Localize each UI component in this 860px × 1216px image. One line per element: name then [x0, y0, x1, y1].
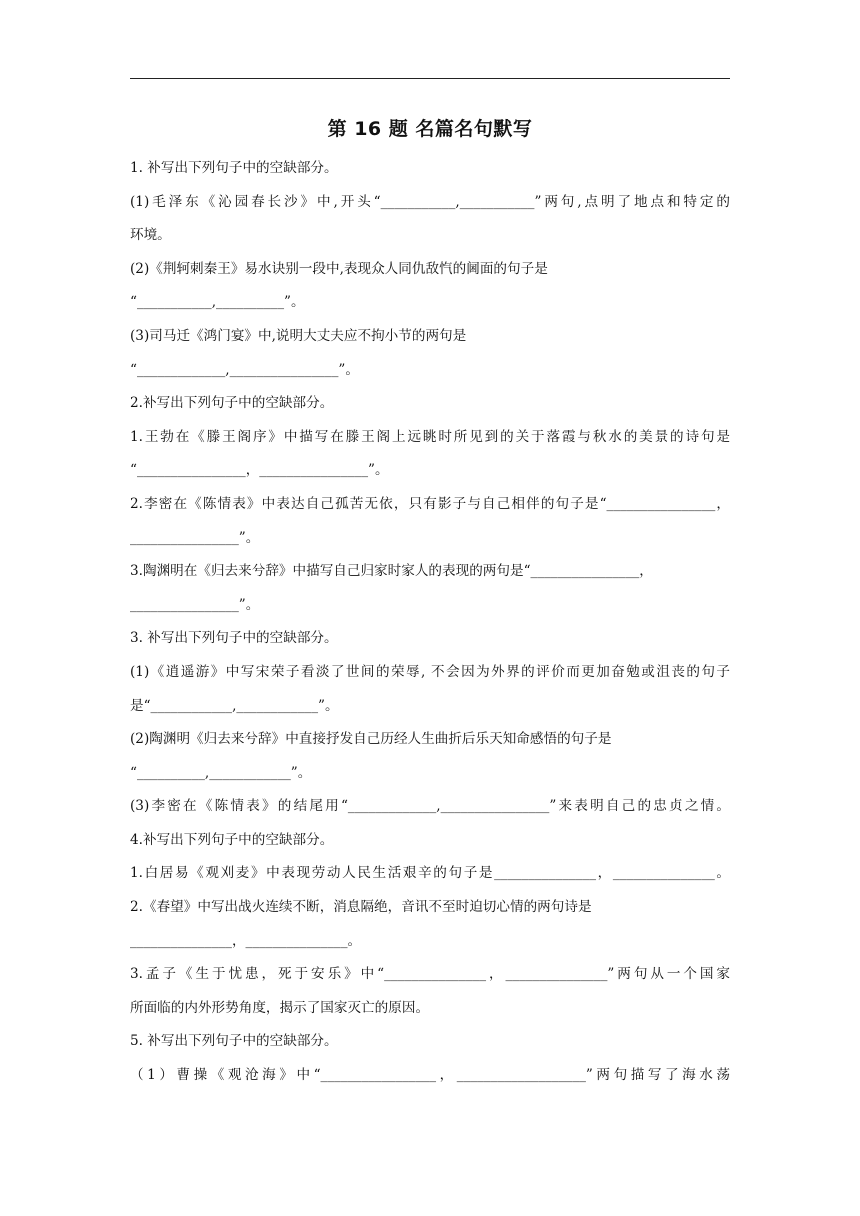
header-rule: [130, 78, 730, 79]
question-text: 2.《春望》中写出战火连续不断，消息隔绝，音讯不至时迫切心情的两句诗是: [130, 899, 592, 916]
section-heading-1: 1. 补写出下列句子中的空缺部分。: [130, 160, 338, 176]
question-text: (3)李密在《陈情表》的结尾用“_____________,________________”来表明自己的忠贞之情。: [130, 798, 730, 815]
answer-blank-line: ________________”。: [130, 529, 260, 546]
question-text: (2)陶渊明《归去来兮辞》中直接抒发自己历经人生曲折后乐天知命感悟的句子是: [130, 731, 612, 748]
question-text: 环境。: [130, 227, 171, 244]
question-text: 1.王勃在《滕王阁序》中描写在滕王阁上远眺时所见到的关于落霞与秋水的美景的诗句是: [130, 428, 730, 445]
question-text: (2)《荆轲刺秦王》易水诀别一段中,表现众人同仇敌忾的阃面的句子是: [130, 260, 548, 277]
question-text: 3.孟子《生于忧患，死于安乐》中“_______________，_______________”两句从一个国家: [130, 966, 730, 983]
answer-blank-line: ________________”。: [130, 596, 260, 613]
section-heading-2: 2.补写出下列句子中的空缺部分。: [130, 395, 334, 412]
question-text: (1)毛泽东《沁园春长沙》中,开头“___________,___________”两句,点明了地点和特定的: [130, 193, 730, 210]
document-body: [130, 152, 730, 1093]
question-text: 1.白居易《观刈麦》中表现劳动人民生活艰辛的句子是_______________，_______________。: [130, 865, 730, 882]
answer-blank-line: _______________，_______________。: [130, 932, 362, 949]
question-text: （1）曹操《观沧海》中“_________________，___________________”两句描写了海水荡: [130, 1067, 730, 1084]
page-title: 第 16 题 名篇名句默写: [327, 118, 533, 140]
answer-blank-line: “_____________,________________”。: [130, 361, 359, 378]
answer-blank-line: 是“____________,____________”。: [130, 697, 339, 714]
section-heading-3: 3. 补写出下列句子中的空缺部分。: [130, 630, 338, 647]
question-text: (1)《逍遥游》中写宋荣子看淡了世间的荣辱, 不会因为外界的评价而更加奋勉或沮丧的句子: [130, 663, 730, 680]
question-text: 2.李密在《陈情表》中表达自己孤苦无依，只有影子与自己相伴的句子是“________________，: [130, 495, 730, 512]
answer-blank-line: “___________,__________”。: [130, 294, 305, 311]
answer-blank-line: “________________，________________”。: [130, 462, 389, 479]
section-heading-4: 4.补写出下列句子中的空缺部分。: [130, 831, 334, 848]
section-heading-5: 5. 补写出下列句子中的空缺部分。: [130, 1033, 338, 1050]
question-text: 所面临的内外形势角度，揭示了国家灭亡的原因。: [130, 999, 430, 1016]
answer-blank-line: “__________,____________”。: [130, 764, 312, 781]
question-text: 3.陶渊明在《归去来兮辞》中描写自己归家时家人的表现的两句是“________________，: [130, 563, 653, 580]
question-text: (3)司马迁《鸿门宴》中,说明大丈夫应不拘小节的两句是: [130, 327, 467, 344]
